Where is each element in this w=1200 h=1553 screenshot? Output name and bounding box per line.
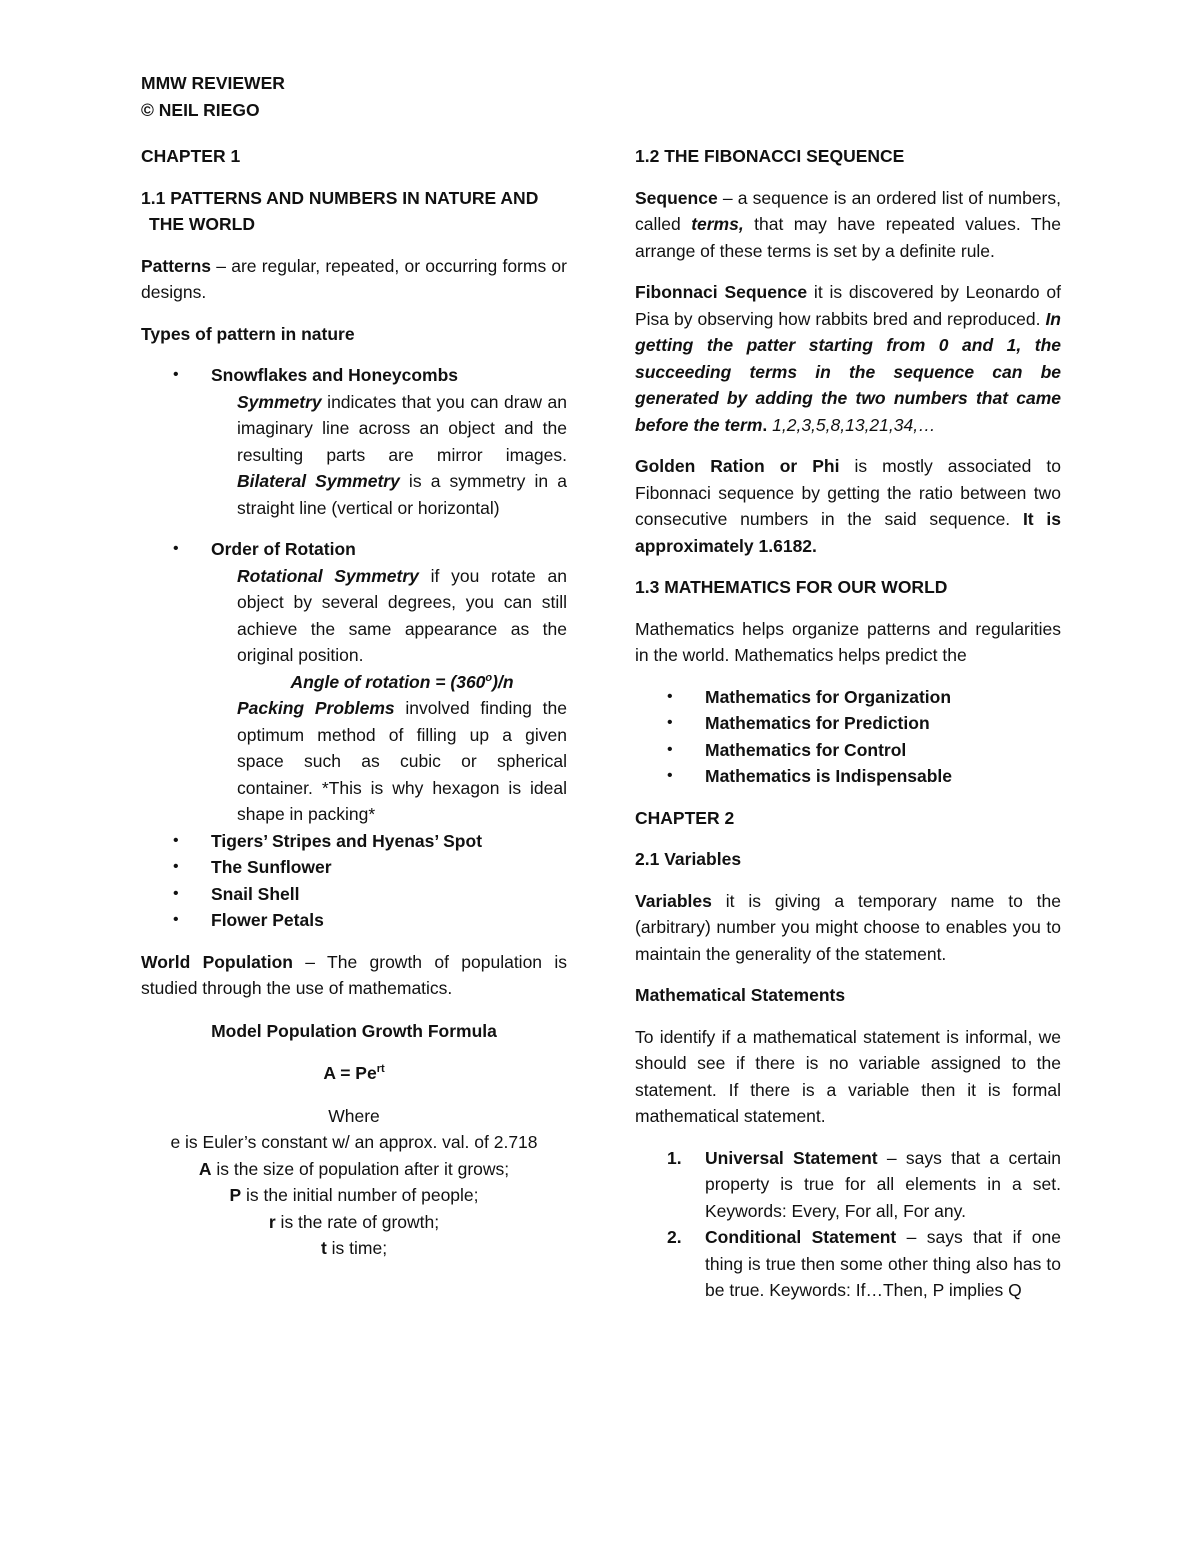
- symmetry-desc: indicates that you can draw an imaginary line across an object and the resulting parts are mirror images.: [237, 391, 567, 465]
- patterns-term: Patterns: [141, 255, 212, 276]
- math-intro: Mathematics helps organize patterns and regularities in the world. Mathematics helps predict the: [635, 618, 1061, 665]
- packing-term: Packing Problems: [237, 698, 395, 718]
- math-statements-heading: Mathematical Statements: [635, 985, 846, 1005]
- list-item: [141, 536, 567, 828]
- section-1-2-heading: 1.2 THE FIBONACCI SEQUENCE: [635, 146, 905, 166]
- patterns-def-text: – are regular, repeated, or occurring forms or designs.: [141, 255, 567, 302]
- packing-text: [211, 695, 567, 828]
- fibonacci-text: it is discovered by Leonardo of Pisa by observing how rabbits bred and reproduced.: [635, 282, 1061, 329]
- rotational-desc: if you rotate an object by several degrees, you can still achieve the same appearance as the original position.: [237, 565, 567, 665]
- where-r: [141, 1209, 567, 1236]
- bullet-icon: •: [667, 714, 673, 731]
- bullet-icon: •: [667, 740, 673, 758]
- patterns-definition: [141, 253, 567, 306]
- list-item: [635, 1224, 1061, 1304]
- angle-end: )/n: [492, 671, 514, 692]
- golden-term: Golden Ration or Phi: [635, 456, 840, 476]
- left-column: [141, 70, 567, 1262]
- right-column: [635, 143, 1061, 1304]
- types-heading: Types of pattern in nature: [141, 323, 355, 344]
- fibonacci-dot: .: [762, 414, 773, 435]
- var-a-desc: is the size of population after it grows;: [211, 1158, 510, 1179]
- chapter-1-heading: CHAPTER 1: [141, 146, 241, 166]
- fibonacci-term: Fibonnaci Sequence: [635, 282, 808, 302]
- bullet-icon: •: [667, 767, 673, 784]
- bullet-icon: •: [173, 540, 179, 557]
- var-t: t: [320, 1238, 327, 1258]
- growth-formula: [141, 1060, 567, 1087]
- conditional-term: Conditional Statement: [705, 1227, 897, 1247]
- list-item: [635, 684, 1061, 711]
- sequence-text-2: that may have repeated values. The arrange of these terms is set by a definite rule.: [635, 214, 1061, 261]
- bullet-icon: •: [173, 858, 179, 875]
- where-e: e is Euler’s constant w/ an approx. val. of 2.718: [170, 1132, 538, 1152]
- rotational-term: Rotational Symmetry: [237, 565, 419, 586]
- list-item: [141, 828, 567, 855]
- var-r: r: [268, 1211, 276, 1232]
- bilateral-desc: is a symmetry in a straight line (vertical or horizontal): [237, 471, 567, 518]
- section-1-3-heading: 1.3 MATHEMATICS FOR OUR WORLD: [635, 577, 948, 597]
- where-p: [141, 1182, 567, 1209]
- packing-desc: involved finding the optimum method of filling up a given space such as cubic or spherical container. *This is why hexagon is ideal shape in packing*: [237, 698, 567, 824]
- variables-definition: [635, 888, 1061, 968]
- item-title: Snowflakes and Honeycombs: [211, 365, 459, 385]
- rotation-text: [211, 563, 567, 669]
- angle-text: Angle of rotation = (360: [290, 671, 486, 692]
- item-title: Snail Shell: [211, 883, 300, 904]
- math-statements-text: To identify if a mathematical statement is informal, we should see if there is no variable assigned to the statement. If there is a variable then it is formal mathematical statement.: [635, 1026, 1061, 1126]
- bilateral-term: Bilateral Symmetry: [237, 471, 400, 491]
- var-p-desc: is the initial number of people;: [241, 1185, 479, 1205]
- world-population-text: [141, 949, 567, 1002]
- list-item: [141, 854, 567, 881]
- list-item: [141, 881, 567, 908]
- math-item: Mathematics is Indispensable: [705, 766, 953, 786]
- var-r-desc: is the rate of growth;: [275, 1211, 440, 1232]
- golden-text: is mostly associated to Fibonnaci sequence by getting the ratio between two consecutive numbers in the said sequence.: [635, 456, 1061, 529]
- sequence-definition: [635, 185, 1061, 265]
- var-a: A: [198, 1158, 212, 1179]
- variables-text: it is giving a temporary name to the (arbitrary) number you might choose to enables you to maintain the generality of the statement.: [635, 890, 1061, 964]
- list-item: [141, 907, 567, 934]
- model-heading: Model Population Growth Formula: [211, 1020, 497, 1041]
- doc-author: © NEIL RIEGO: [141, 99, 260, 120]
- formula-exponent: rt: [376, 1063, 385, 1076]
- sequence-term: Sequence: [635, 187, 718, 208]
- math-item: Mathematics for Organization: [705, 686, 952, 707]
- var-t-desc: is time;: [326, 1238, 388, 1258]
- item-title: Order of Rotation: [211, 539, 356, 559]
- angle-formula: [211, 669, 567, 696]
- formula-base: A = Pe: [323, 1063, 377, 1083]
- variables-term: Variables: [635, 890, 712, 911]
- fibonacci-rule: In getting the patter starting from 0 and 1, the succeeding terms in the sequence can be generated by adding the two numbers that came before the term: [635, 308, 1061, 435]
- bullet-icon: •: [173, 911, 179, 928]
- chapter-2-heading: CHAPTER 2: [635, 807, 735, 828]
- item-title: Flower Petals: [211, 910, 324, 930]
- where-label: Where: [328, 1105, 380, 1126]
- universal-term: Universal Statement: [705, 1147, 878, 1168]
- list-item: [141, 362, 567, 521]
- doc-title: MMW REVIEWER: [141, 73, 285, 93]
- where-t: [141, 1235, 567, 1262]
- item-number: 1.: [667, 1147, 682, 1168]
- statements-list: [635, 1145, 1061, 1304]
- bullet-icon: •: [173, 831, 179, 849]
- conditional-text: – says that if one thing is true then some other thing also has to be true. Keywords: If…Then, P implies Q: [705, 1227, 1062, 1300]
- math-list: [635, 684, 1061, 790]
- item-title: Tigers’ Stripes and Hyenas’ Spot: [211, 830, 483, 851]
- degree-sup: o: [485, 671, 493, 684]
- universal-text: – says that a certain property is true for all elements in a set. Keywords: Every, For all, For any.: [705, 1147, 1061, 1221]
- bullet-icon: •: [173, 884, 179, 902]
- bullet-icon: •: [173, 366, 179, 383]
- golden-value: It is approximately 1.6182.: [635, 509, 1061, 556]
- list-item: [635, 710, 1061, 737]
- item-number: 2.: [667, 1227, 682, 1247]
- section-2-1-heading: 2.1 Variables: [635, 849, 742, 869]
- fibonacci-numbers: 1,2,3,5,8,13,21,34,…: [772, 414, 936, 435]
- bullet-icon: •: [667, 687, 673, 705]
- where-a: [141, 1156, 567, 1183]
- symmetry-term: Symmetry: [237, 391, 322, 412]
- world-population-term: World Population: [141, 951, 293, 972]
- math-item: Mathematics for Prediction: [705, 713, 930, 733]
- fibonacci-definition: [635, 279, 1061, 438]
- var-p: P: [229, 1185, 242, 1205]
- section-1-1-heading: 1.1 PATTERNS AND NUMBERS IN NATURE AND THE WORLD: [141, 187, 539, 234]
- list-item: [635, 763, 1061, 790]
- pattern-types-list: [141, 362, 567, 934]
- list-item: [635, 1145, 1061, 1225]
- world-population-def: – The growth of population is studied through the use of mathematics.: [141, 951, 567, 998]
- item-title: The Sunflower: [211, 857, 332, 877]
- sequence-text-1: – a sequence is an ordered list of numbers, called: [635, 187, 1061, 234]
- list-item: [635, 737, 1061, 764]
- math-item: Mathematics for Control: [705, 739, 907, 760]
- golden-ratio-definition: [635, 453, 1061, 559]
- symmetry-text: [211, 389, 567, 522]
- terms-word: terms,: [691, 214, 744, 234]
